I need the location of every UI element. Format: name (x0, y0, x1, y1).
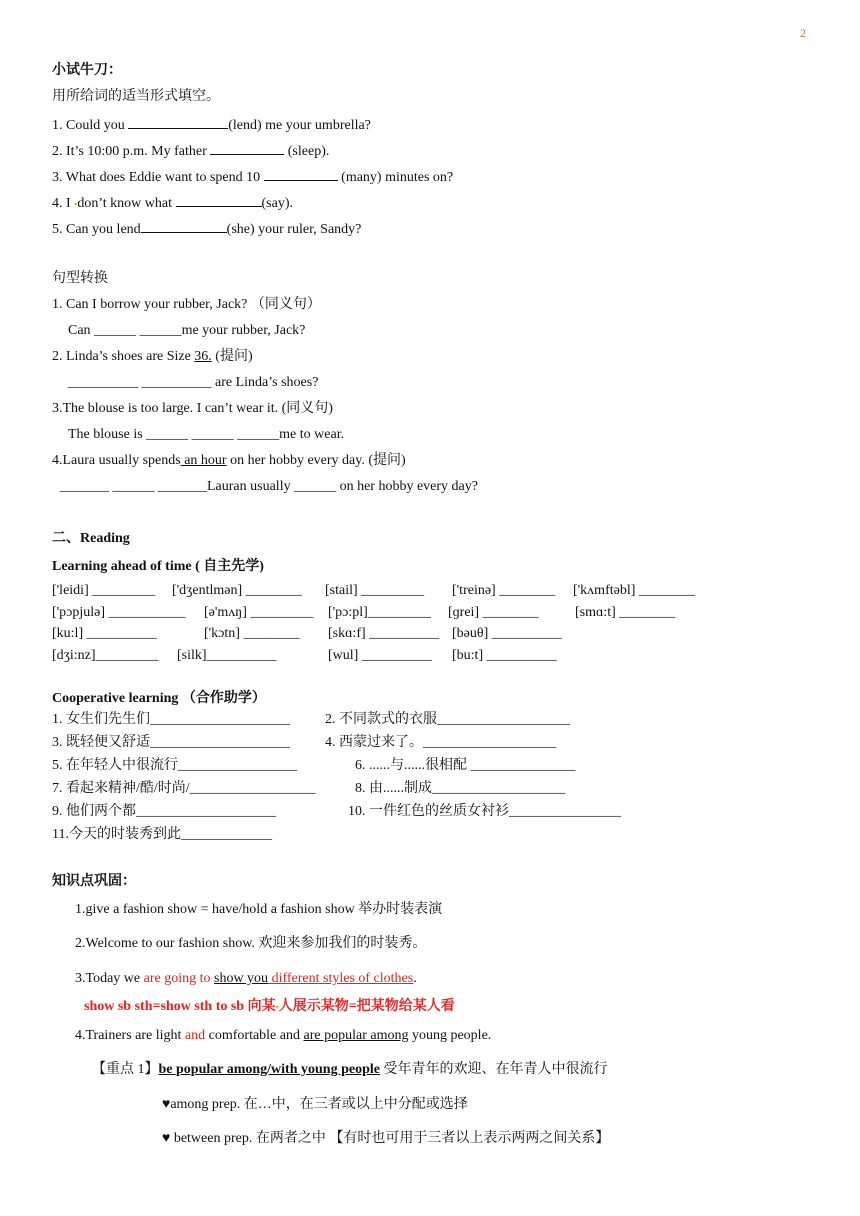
transform-question-3: 3.The blouse is too large. I can’t wear it. (同义句) (52, 401, 333, 416)
section-title-practice: 小试牛刀： (52, 63, 122, 78)
key-point-1: 【重点 1】be popular among/with young people 受年青年的欢迎、在年青人中很流行 (92, 1062, 608, 1077)
transform-question-2: 2. Linda’s shoes are Size 36. (提问) (52, 349, 253, 364)
answer-blank[interactable] (264, 166, 338, 181)
transform-answer-2: __________ __________ are Linda’s shoes? (68, 375, 319, 390)
answer-blank[interactable] (176, 192, 262, 207)
page-number: 2 (800, 26, 806, 40)
coop-item-1: 1. 女生们先生们____________________ (52, 712, 290, 727)
knowledge-point-1: 1.give a fashion show = have/hold a fashion show 举办时装表演 (75, 902, 443, 917)
question-4: 4. I ▪don’t know what (say). (52, 192, 293, 213)
transform-question-4: 4.Laura usually spends an hour on her hobby every day. (提问) (52, 453, 406, 468)
transform-answer-3: The blouse is ______ ______ ______me to wear. (68, 427, 345, 442)
question-1: 1. Could you (lend) me your umbrella? (52, 114, 371, 135)
answer-blank[interactable] (210, 140, 284, 155)
subsection-cooperative: Cooperative learning （合作助学） (52, 691, 266, 706)
knowledge-point-2: 2.Welcome to our fashion show. 欢迎来参加我们的时装秀。 (75, 936, 427, 951)
between-definition: ♥ between prep. 在两者之中 【有时也可用于三者以上表示两两之间关系】 (162, 1131, 610, 1146)
section-title-transform: 句型转换 (52, 271, 108, 286)
coop-item-9: 9. 他们两个都____________________ (52, 804, 276, 819)
coop-item-5: 5. 在年轻人中很流行_________________ (52, 758, 297, 773)
coop-item-11: 11.今天的时装秀到此_____________ (52, 827, 272, 842)
answer-blank[interactable] (141, 218, 227, 233)
question-3: 3. What does Eddie want to spend 10 (many) minutes on? (52, 166, 453, 187)
coop-item-4: 4. 西蒙过来了。___________________ (325, 735, 556, 750)
coop-item-8: 8. 由......制成___________________ (355, 781, 565, 796)
transform-answer-1: Can ______ ______me your rubber, Jack? (68, 323, 306, 338)
coop-item-7: 7. 看起来精神/酷/时尚/__________________ (52, 781, 316, 796)
transform-answer-4: _______ ______ _______Lauran usually ______ on her hobby every day? (60, 479, 478, 494)
coop-item-10: 10. 一件红色的丝质女衬衫________________ (348, 804, 621, 819)
coop-item-2: 2. 不同款式的衣服___________________ (325, 712, 570, 727)
subsection-learning-ahead: Learning ahead of time ( 自主先学) (52, 559, 264, 574)
section-title-reading: 二、Reading (52, 531, 130, 546)
knowledge-point-3: 3.Today we are going to show you different styles of clothes. (75, 971, 417, 986)
question-5: 5. Can you lend (she) your ruler, Sandy? (52, 218, 361, 239)
knowledge-note-show: show sb sth=show sth to sb 向某▪人展示某物=把某物给某人看 (84, 999, 455, 1014)
answer-blank[interactable] (128, 114, 228, 129)
instruction: 用所给词的适当形式填空。 (52, 89, 220, 104)
transform-question-1: 1. Can I borrow your rubber, Jack? （同义句） (52, 297, 321, 312)
dot-marker-icon: ▪ (74, 199, 78, 209)
coop-item-3: 3. 既轻便又舒适____________________ (52, 735, 290, 750)
dot-marker-icon: ▪ (275, 1002, 279, 1012)
knowledge-point-4: 4.Trainers are light and comfortable and are popular among young people. (75, 1028, 492, 1043)
among-definition: ♥among prep. 在…中，在三者或以上中分配或选择 (162, 1097, 468, 1112)
question-2: 2. It’s 10:00 p.m. My father (sleep). (52, 140, 329, 161)
section-title-knowledge: 知识点巩固： (52, 874, 136, 889)
coop-item-6: 6. ......与......很相配 _______________ (355, 758, 576, 773)
